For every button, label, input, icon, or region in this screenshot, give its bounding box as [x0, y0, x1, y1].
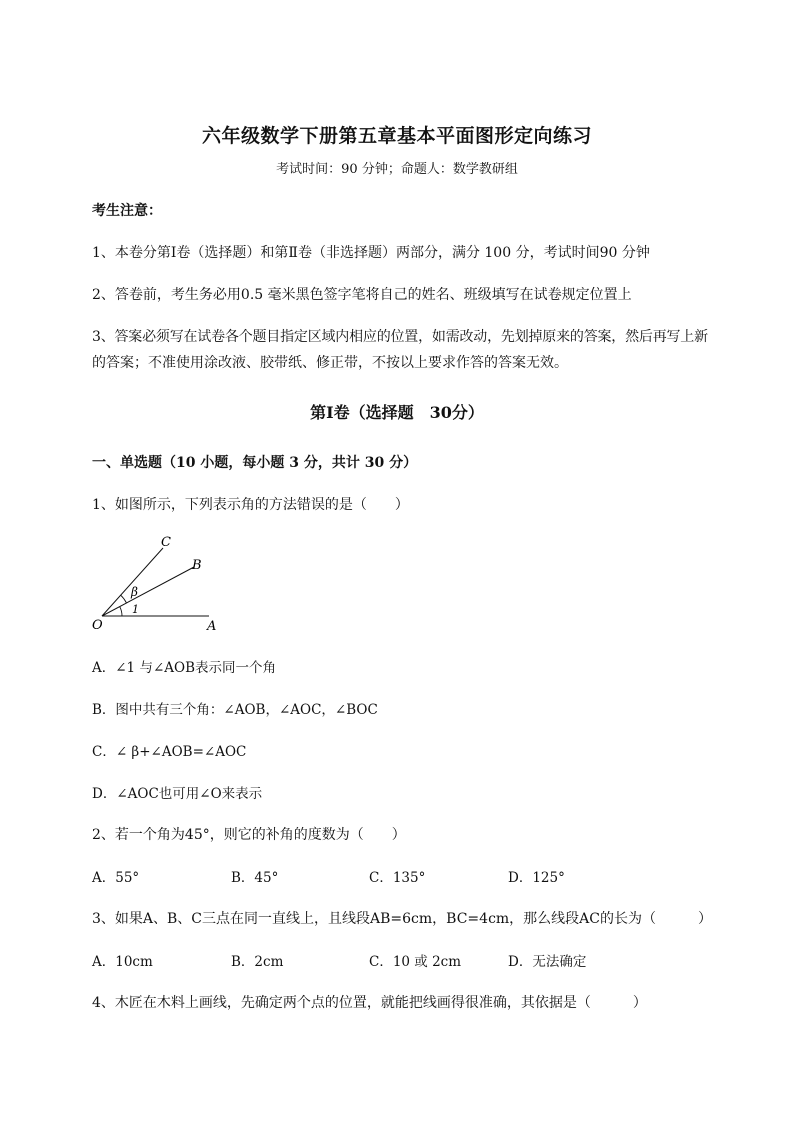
question-2-option-d: D．125° [508, 870, 565, 886]
notice-item-3: 3、答案必须写在试卷各个题目指定区域内相应的位置，如需改动，先划掉原来的答案，然后再写上新 [92, 329, 708, 345]
question-3-option-a: A．10cm [92, 954, 153, 970]
ray-ob [102, 567, 194, 616]
question-2-stem: 2、若一个角为45°，则它的补角的度数为（ ） [92, 827, 406, 843]
arc-angle-1 [120, 607, 122, 616]
part-heading: 一、单选题（10 小题，每小题 3 分，共计 30 分） [92, 455, 418, 471]
question-4-stem: 4、木匠在木料上画线，先确定两个点的位置，就能把线画得很准确，其依据是（ ） [92, 995, 647, 1011]
question-3-option-b: B．2cm [231, 954, 284, 970]
question-1-option-d: D．∠AOC也可用∠O来表示 [92, 786, 263, 802]
label-1: 1 [132, 603, 139, 616]
section-title: 第Ⅰ卷（选择题 30分） [310, 403, 484, 422]
question-3-option-d: D．无法确定 [508, 954, 587, 970]
question-1-option-c: C．∠ β+∠AOB=∠AOC [92, 744, 247, 760]
question-2-option-b: B．45° [231, 870, 279, 886]
notice-item-1: 1、本卷分第Ⅰ卷（选择题）和第Ⅱ卷（非选择题）两部分，满分 100 分，考试时间90 分钟 [92, 245, 650, 261]
question-3-option-c: C．10 或 2cm [369, 954, 462, 970]
label-o: O [92, 618, 103, 633]
label-a: A [207, 619, 217, 633]
label-beta: β [131, 585, 138, 599]
label-b: B [192, 558, 202, 573]
question-1-stem: 1、如图所示，下列表示角的方法错误的是（ ） [92, 497, 409, 513]
question-1-option-a: A．∠1 与∠AOB表示同一个角 [92, 660, 276, 676]
arc-angle-beta [121, 595, 127, 603]
notice-heading: 考生注意： [92, 203, 162, 219]
question-2-option-a: A．55° [92, 870, 140, 886]
page-title: 六年级数学下册第五章基本平面图形定向练习 [201, 125, 592, 147]
notice-item-3-cont: 的答案；不准使用涂改液、胶带纸、修正带，不按以上要求作答的答案无效。 [92, 355, 568, 371]
notice-item-2: 2、答卷前，考生务必用0.5 毫米黑色签字笔将自己的姓名、班级填写在试卷规定位置上 [92, 287, 632, 303]
question-3-stem: 3、如果A、B、C三点在同一直线上，且线段AB=6cm，BC=4cm，那么线段AC的长为（ ） [92, 911, 713, 927]
exam-info: 考试时间：90 分钟；命题人：数学教研组 [276, 162, 518, 177]
label-c: C [161, 535, 171, 550]
question-2-option-c: C．135° [369, 870, 426, 886]
question-1-option-b: B．图中共有三个角：∠AOB，∠AOC，∠BOC [92, 702, 378, 718]
angle-figure [88, 533, 228, 633]
